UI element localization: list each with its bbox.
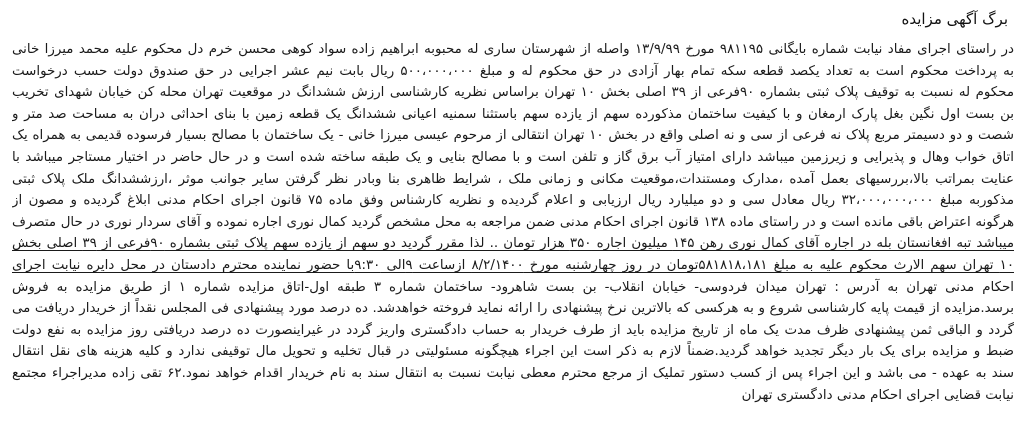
- body-line-2: به پرداخت محکوم است به تعداد یکصد قطعه سکه تمام بهار آزادی در حق محکوم له و مبلغ ۵۰۰،۰۰۰،۰۰۰ ریال بابت نیم عشر اجرایی در حق صندوق دولت حسب درخواست: [12, 63, 1014, 79]
- body-line-10: میباشد تبه افغانستان بله در اجاره آقای کمال نوری رهن ۱۴۵ میلیون اجاره ۳۵۰ هزار تومان .. لذا مقرر گردید دو سهم از یازده سهم پلاک ثبتی بشماره ۹۰فرعی از ۳۹ اصلی بخش: [12, 236, 1014, 252]
- body-line-13: برسد.مزایده از قیمت پایه کارشناسی شروع و به هرکسی که بالاترین نرخ پیشنهادی را ارائه نماید فروخته خواهدشد. ده درصد مورد پیشنهادی فی المجلس نقداً از خریدار دریافت می: [12, 301, 1014, 317]
- body-line-14: گردد و الباقی ثمن پیشنهادی ظرف مدت یک ماه از تاریخ مزایده باید از طرف خریدار به حساب دادگستری واریز گردد در غیراینصورت ده درصد دریافتی روز مزایده به نفع دولت: [12, 322, 1014, 338]
- body-line-3: محکوم له نسبت به توقیف پلاک ثبتی بشماره ۹۰فرعی از ۳۹ اصلی بخش ۱۰ تهران براساس نظریه کارشناسی ارزش ششدانگ در موقعیت تهران محله کن خیابان شهدای تخریب: [12, 85, 1014, 101]
- body-line-4: بن بست اول نگین بغل پارک ارمغان و با کیفیت ساختمان مذکورده سهم از یازده سهم باستثنا سمنیه اعیانی ششدانگ یک قطعه زمین با بنای احداثی دران به مساحت صد متر و: [12, 106, 1014, 122]
- body-line-8: مذکوربه مبلغ ۳۲،۰۰۰،۰۰۰،۰۰۰ ریال معادل سی و دو میلیارد ریال ارزیابی و اعلام گردیده و نظریه کارشناس وفق ماده ۷۵ قانون اجرای احکام مدنی ابلاغ گردیده و مصون از: [12, 193, 1014, 209]
- body-line-16: سند به عهده - می باشد و این اجراء پس از کسب دستور تملیک از مرجع محترم معطی نیابت نسبت به انتقال سند به نام خریدار اقدام خواهد نمود.۶۲ تقی زاده مدیراجراء مجتمع: [12, 365, 1014, 381]
- body-line-11: ۱۰ تهران سهم الارث محکوم علیه به مبلغ ۵۸۱۸۱۸،۱۸۱تومان در روز چهارشنبه مورخ ۸/۲/۱۴۰۰ ازساعت ۹الی ۹:۳۰با حضور نماینده محترم دادستان در محل دایره نیابت اجرای: [12, 257, 1014, 273]
- body-line-7: عنایت بمراتب بالا،بررسیهای بعمل آمده ،مدارک ومستندات،موقعیت مکانی و زمانی ملک ، شرایط ظاهری بنا وبادر نظر گرفتن سایر جوانب موثر ،ارزششدانگ ملک پلاک ثبتی: [12, 171, 1014, 187]
- body-line-6: اتاق خواب وهال و پذیرایی و زیرزمین میباشد دارای امتیاز آب برق گاز و تلفن است و با مصالح بنایی و یک طبقه ساخته شده است و در حال حاضر در اختیار مستاجر میباشد با: [12, 149, 1014, 165]
- body-line-5: شصت و دو دسیمتر مربع پلاک نه فرعی از سی و نه اصلی واقع در بخش ۱۰ تهران انتقالی از مرحوم عیسی میرزا خانی - یک ساختمان با مصالح بسیار فرسوده قدیمی به همراه یک: [12, 128, 1014, 144]
- body-line-9: هرگونه اعتراض باقی مانده است و در راستای ماده ۱۳۸ قانون اجرای احکام مدنی ضمن مراجعه به محل مشخص گردید کمال نوری اجاره نموده و آقای سردار نوری در حال متصرف: [12, 214, 1014, 230]
- body-line-1: در راستای اجرای مفاد نیابت شماره بایگانی ۹۸۱۱۹۵ مورخ ۱۳/۹/۹۹ واصله از شهرستان ساری له محبوبه ابراهیم زاده سواد کوهی محسن خرم دل محکوم علیه محمد میرزا خانی: [12, 42, 1014, 57]
- body-line-12: احکام مدنی تهران به آدرس : تهران میدان فردوسی- خیابان انقلاب- بن بست شاهرود- ساختمان شماره ۳ طبقه اول-اتاق مزایده شماره ۱ از طریق مزایده به فروش: [12, 279, 1014, 295]
- auction-notice: [12, 0, 1014, 406]
- body-line-15: ضبط و مزایده برای یک بار دیگر تجدید خواهد گردید.ضمناً لازم به ذکر است این اجراء هیچگونه مسئولیتی در قبال تخلیه و تحویل مال توقیفی ندارد و کلیه هزینه های نقل انتقال: [12, 344, 1014, 360]
- body-line-17: نیابت قضایی اجرای احکام مدنی دادگستری تهران: [741, 387, 1014, 403]
- notice-title: برگ آگهی مزایده: [901, 10, 1008, 28]
- notice-body: [12, 39, 1014, 406]
